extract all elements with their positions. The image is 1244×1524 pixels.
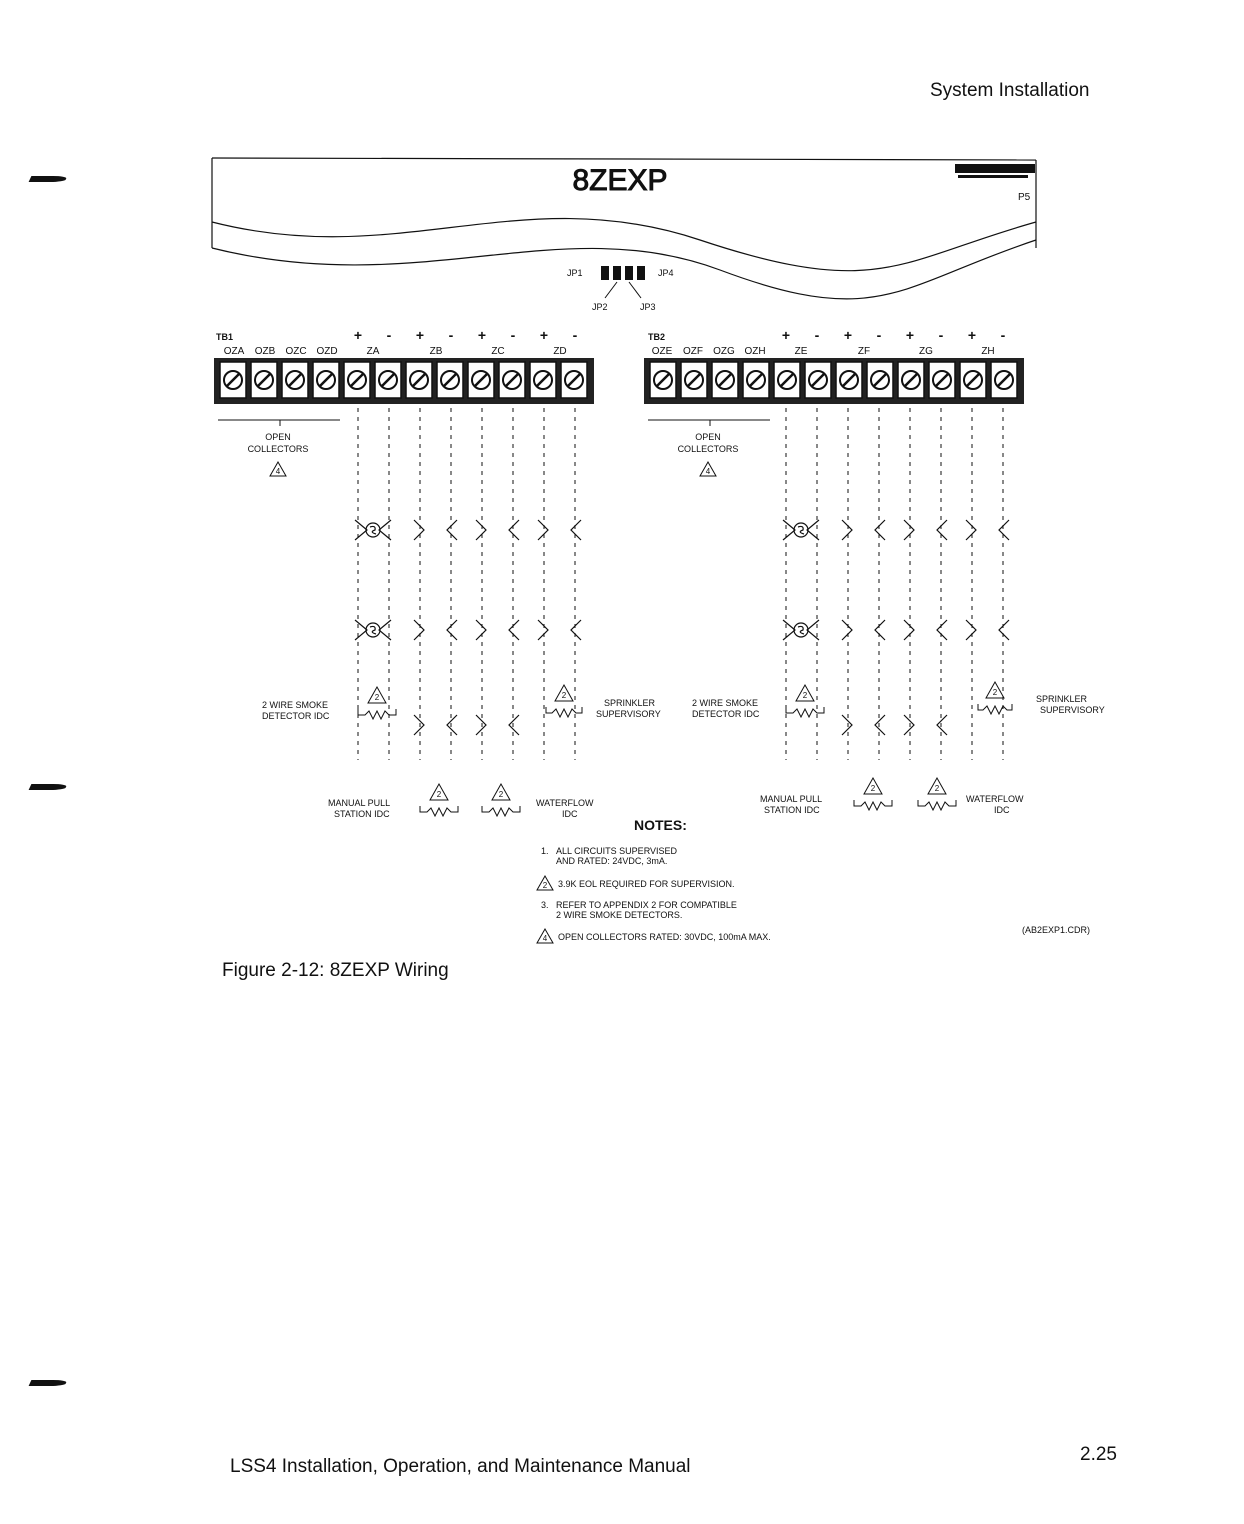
terminal-label: OZB (254, 346, 276, 357)
terminal-block (214, 358, 594, 404)
minus-sign: - (814, 327, 820, 343)
smoke-detector-label: 2 WIRE SMOKE (692, 698, 759, 708)
jp2-label: JP2 (592, 302, 608, 312)
section-header: System Installation (930, 80, 1090, 101)
eol-resistor-icon (854, 800, 892, 810)
tb2-label: TB2 (648, 332, 666, 342)
terminal-label: OZE (651, 346, 673, 357)
smoke-detector-label: DETECTOR IDC (692, 709, 760, 719)
minus-sign: - (572, 327, 578, 343)
terminal-screw-icon (867, 362, 893, 398)
terminal-screw-icon (991, 362, 1017, 398)
terminal-screw-icon (437, 362, 463, 398)
note-1: ALL CIRCUITS SUPERVISED (556, 846, 678, 856)
page-number: 2.25 (1080, 1444, 1117, 1465)
manual-pull-label: STATION IDC (334, 809, 390, 819)
smoke-detector-icon (783, 620, 819, 640)
board-title: 8ZEXP (572, 164, 668, 197)
terminal-screw-icon (650, 362, 676, 398)
minus-sign: - (876, 327, 882, 343)
drawing-reference: (AB2EXP1.CDR) (1022, 925, 1091, 935)
terminal-screw-icon (251, 362, 277, 398)
terminal-label: OZC (285, 346, 307, 357)
waterflow-label: IDC (562, 809, 578, 819)
note-2: 3.9K EOL REQUIRED FOR SUPERVISION. (558, 879, 735, 889)
terminal-screw-icon (774, 362, 800, 398)
eol-resistor-icon (978, 704, 1012, 714)
smoke-detector-icon (355, 620, 391, 640)
svg-text:2: 2 (542, 881, 548, 890)
note-1-number: 1. (541, 846, 549, 856)
svg-text:2: 2 (992, 688, 998, 697)
note-2-triangle-icon (928, 778, 946, 794)
minus-sign: - (510, 327, 516, 343)
jp4-label: JP4 (658, 268, 674, 278)
eol-resistor-icon (786, 707, 824, 717)
eol-resistor-icon (546, 707, 582, 717)
note-2-triangle-icon (864, 778, 882, 794)
minus-sign: - (386, 327, 392, 343)
svg-text:2: 2 (374, 693, 380, 702)
note-3-number: 3. (541, 900, 549, 910)
terminal-label: OZG (713, 346, 735, 357)
terminal-label: ZH (981, 346, 995, 357)
svg-text:4: 4 (275, 467, 281, 476)
eol-resistor-icon (482, 806, 520, 816)
open-collectors-label: COLLECTORS (247, 444, 309, 454)
notes-title: NOTES: (634, 817, 687, 833)
plus-sign: + (353, 327, 363, 343)
terminal-screw-icon (805, 362, 831, 398)
terminal-label: OZF (683, 346, 703, 357)
plus-sign: + (967, 327, 977, 343)
note-4: OPEN COLLECTORS RATED: 30VDC, 100mA MAX. (558, 932, 771, 942)
terminal-screw-icon (344, 362, 370, 398)
svg-text:2: 2 (934, 784, 940, 793)
manual-pull-label: STATION IDC (764, 805, 820, 815)
sprinkler-label: SPRINKLER (1036, 694, 1088, 704)
terminal-screw-icon (220, 362, 246, 398)
terminal-label: OZD (316, 346, 338, 357)
note-2-triangle-icon (796, 685, 814, 701)
tb1-label: TB1 (216, 332, 234, 342)
terminal-screw-icon (468, 362, 494, 398)
waterflow-label: IDC (994, 805, 1010, 815)
jp1-label: JP1 (567, 268, 583, 278)
binder-mark (29, 1380, 68, 1386)
eol-resistor-icon (358, 709, 396, 719)
terminal-label: ZD (553, 346, 567, 357)
terminal-label: ZE (794, 346, 808, 357)
figure-caption: Figure 2-12: 8ZEXP Wiring (222, 960, 449, 981)
note-4-triangle-icon (270, 462, 286, 476)
svg-text:2: 2 (498, 790, 504, 799)
terminal-label: ZB (429, 346, 443, 357)
smoke-detector-label: DETECTOR IDC (262, 711, 330, 721)
note-2-triangle-icon (368, 687, 386, 703)
note-1: AND RATED: 24VDC, 3mA. (556, 856, 668, 866)
terminal-screw-icon (499, 362, 525, 398)
minus-sign: - (448, 327, 454, 343)
terminal-screw-icon (313, 362, 339, 398)
minus-sign: - (1000, 327, 1006, 343)
sprinkler-label: SUPERVISORY (596, 709, 661, 719)
terminal-screw-icon (712, 362, 738, 398)
terminal-screw-icon (530, 362, 556, 398)
sprinkler-label: SUPERVISORY (1040, 705, 1105, 715)
note-2-triangle-icon (986, 682, 1004, 698)
terminal-screw-icon (282, 362, 308, 398)
plus-sign: + (781, 327, 791, 343)
eol-resistor-icon (918, 800, 956, 810)
waterflow-label: WATERFLOW (966, 794, 1024, 804)
terminal-block (644, 358, 1024, 404)
sprinkler-label: SPRINKLER (604, 698, 656, 708)
jp3-label: JP3 (640, 302, 656, 312)
terminal-label: ZA (366, 346, 380, 357)
terminal-label: ZC (491, 346, 505, 357)
terminal-screw-icon (836, 362, 862, 398)
terminal-screw-icon (743, 362, 769, 398)
p5-label: P5 (1018, 192, 1031, 203)
svg-text:4: 4 (542, 934, 548, 943)
note-2-triangle-icon (537, 876, 553, 890)
note-4-triangle-icon (700, 462, 716, 476)
svg-text:2: 2 (870, 784, 876, 793)
terminal-label: OZH (744, 346, 766, 357)
note-2-triangle-icon (430, 784, 448, 800)
plus-sign: + (843, 327, 853, 343)
terminal-screw-icon (960, 362, 986, 398)
smoke-detector-label: 2 WIRE SMOKE (262, 700, 329, 710)
jumper-block-icon (601, 266, 645, 298)
terminal-screw-icon (898, 362, 924, 398)
terminal-screw-icon (375, 362, 401, 398)
open-collectors-label: OPEN (695, 432, 721, 442)
terminal-screw-icon (681, 362, 707, 398)
terminal-screw-icon (561, 362, 587, 398)
terminal-screw-icon (929, 362, 955, 398)
smoke-detector-icon (783, 520, 819, 540)
terminal-label: ZF (857, 346, 871, 357)
plus-sign: + (477, 327, 487, 343)
open-collectors-label: COLLECTORS (677, 444, 739, 454)
eol-resistor-icon (420, 806, 458, 816)
manual-pull-label: MANUAL PULL (328, 798, 391, 808)
terminal-label: ZG (919, 346, 933, 357)
note-2-triangle-icon (555, 685, 573, 701)
smoke-detector-icon (355, 520, 391, 540)
svg-text:2: 2 (561, 691, 567, 700)
note-4-triangle-icon (537, 929, 553, 943)
plus-sign: + (539, 327, 549, 343)
open-collectors-label: OPEN (265, 432, 291, 442)
terminal-screw-icon (406, 362, 432, 398)
footer-manual-title: LSS4 Installation, Operation, and Maintenance Manual (230, 1456, 691, 1477)
note-3: 2 WIRE SMOKE DETECTORS. (556, 910, 683, 920)
note-2-triangle-icon (492, 784, 510, 800)
manual-pull-label: MANUAL PULL (760, 794, 823, 804)
note-3: REFER TO APPENDIX 2 FOR COMPATIBLE (556, 900, 737, 910)
terminal-label: OZA (223, 346, 245, 357)
svg-text:4: 4 (705, 467, 711, 476)
waterflow-label: WATERFLOW (536, 798, 594, 808)
svg-text:2: 2 (802, 691, 808, 700)
minus-sign: - (938, 327, 944, 343)
plus-sign: + (415, 327, 425, 343)
plus-sign: + (905, 327, 915, 343)
svg-text:2: 2 (436, 790, 442, 799)
p5-connector-icon (955, 164, 1035, 178)
